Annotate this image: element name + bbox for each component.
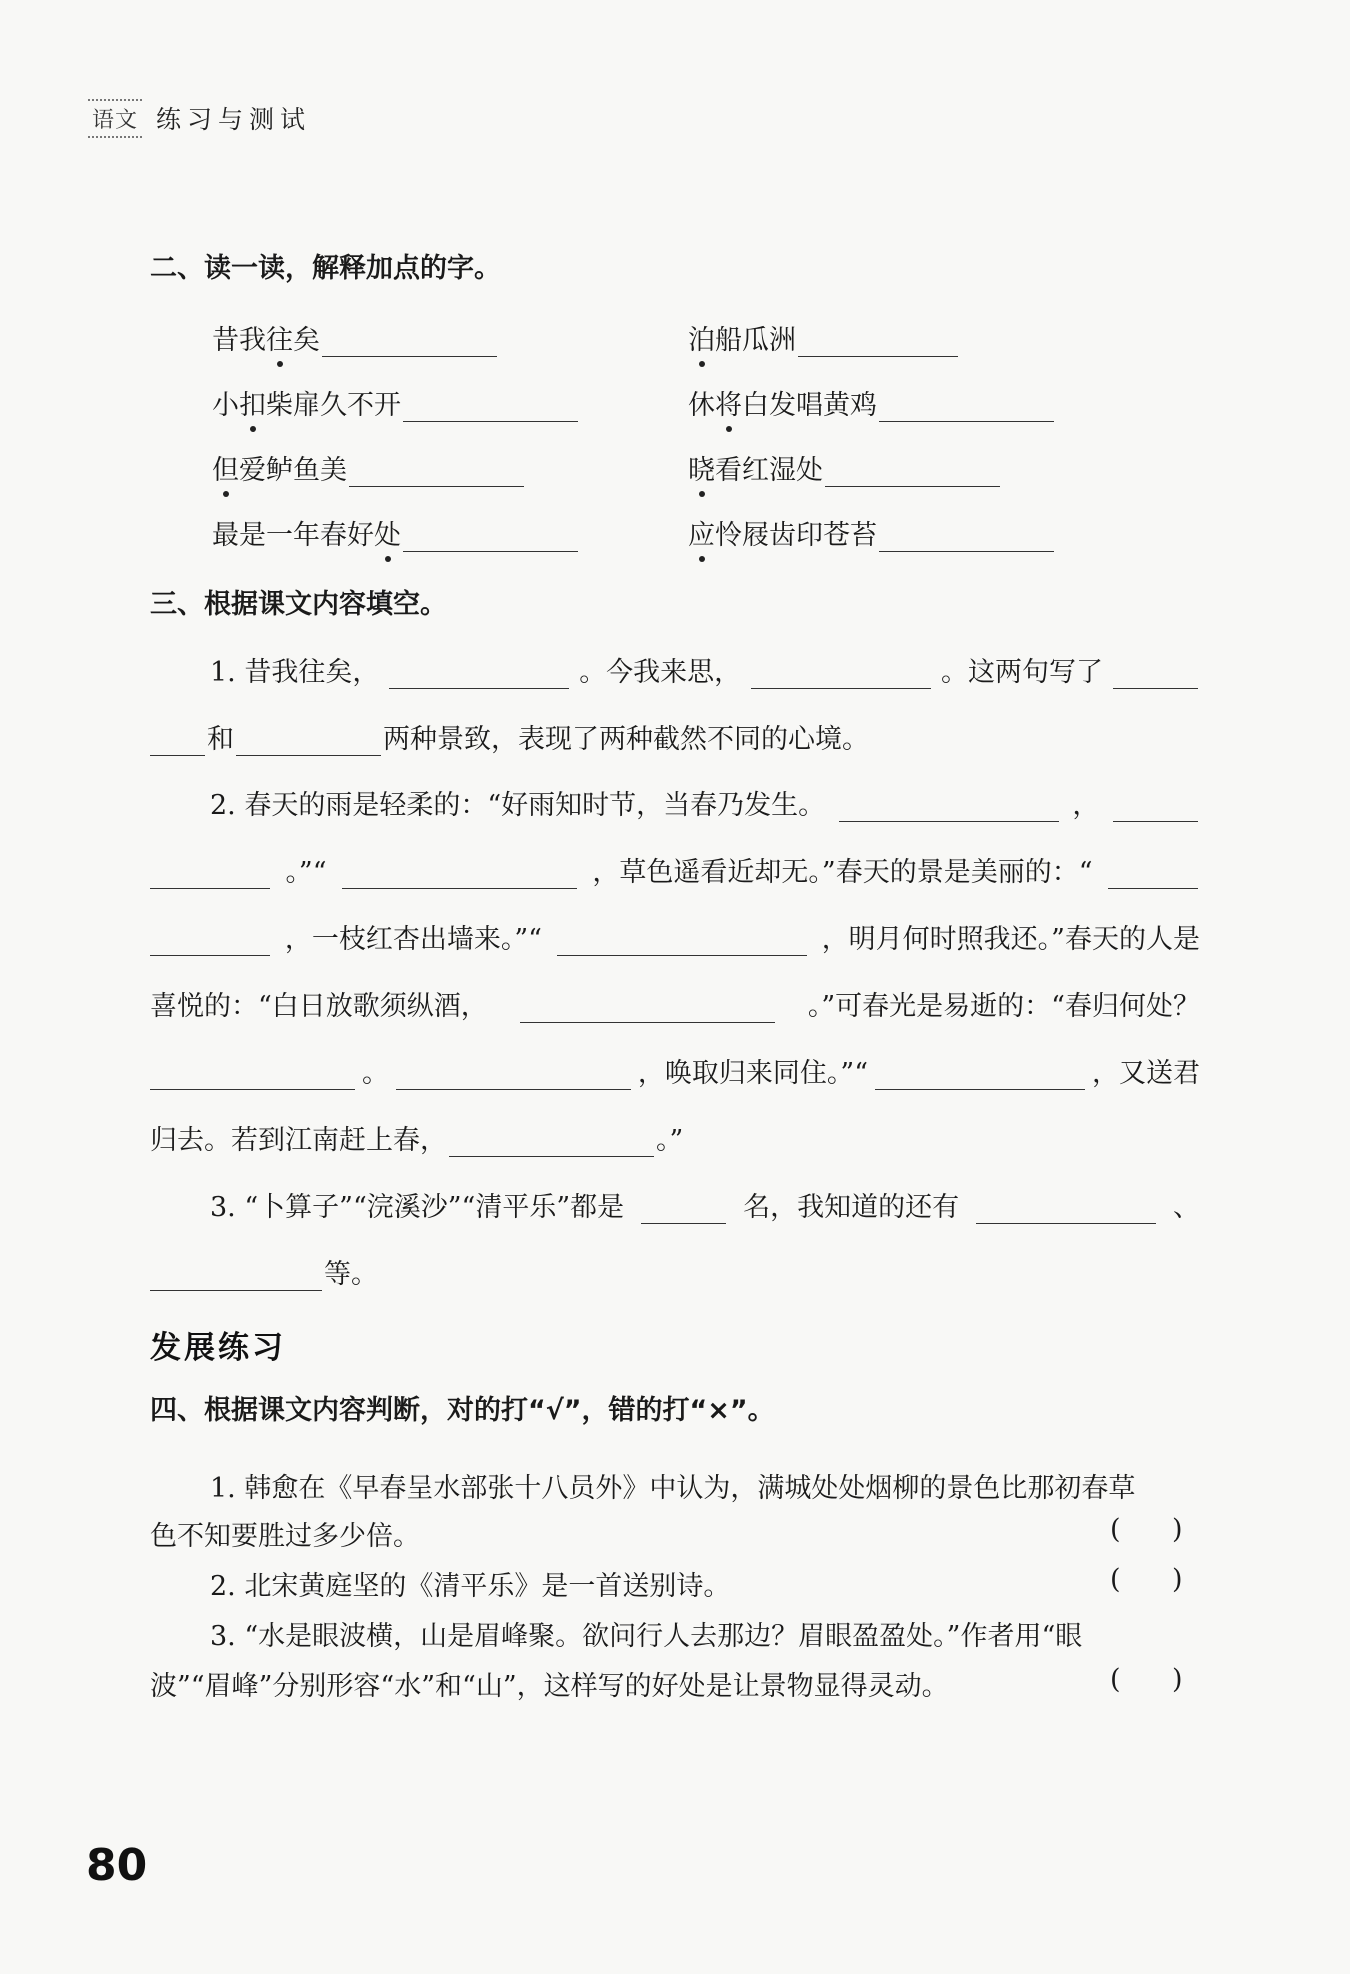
answer-blank[interactable] <box>150 1059 355 1090</box>
char: 是 <box>239 520 266 551</box>
development-section-title: 发展练习 <box>150 1330 286 1366</box>
char: 苍 <box>823 520 850 551</box>
section-2-title: 二、读一读，解释加点的字。 <box>150 253 501 284</box>
char: 矣 <box>293 325 320 356</box>
char: 瓜 <box>742 325 769 356</box>
q3-2-line-4: 喜悦的：“白日放歌须纵酒， 。”可春光是易逝的：“春归何处？ <box>150 991 1200 1022</box>
page-number: 80 <box>86 1840 148 1891</box>
answer-blank[interactable] <box>879 521 1054 552</box>
section-2-item <box>688 513 1054 552</box>
char: 春 <box>320 520 347 551</box>
answer-blank[interactable] <box>520 992 775 1023</box>
answer-blank[interactable] <box>403 391 578 422</box>
answer-blank[interactable] <box>236 725 381 756</box>
emphasized-char: 泊 <box>688 318 715 357</box>
section-2-item <box>212 513 578 552</box>
answer-blank[interactable] <box>322 326 497 357</box>
answer-blank[interactable] <box>751 658 931 689</box>
char: 鸡 <box>850 390 877 421</box>
char: 一 <box>266 520 293 551</box>
char: 我 <box>239 325 266 356</box>
answer-parentheses[interactable]: ( ) <box>1110 1514 1183 1545</box>
emphasized-char: 往 <box>266 318 293 357</box>
answer-blank[interactable] <box>396 1059 631 1090</box>
answer-blank[interactable] <box>342 858 577 889</box>
char: 洲 <box>769 325 796 356</box>
char: 最 <box>212 520 239 551</box>
q3-1-line-2: 和 两种景致，表现了两种截然不同的心境。 <box>150 717 1200 756</box>
q3-2-line-5: 。 ，唤取归来同住。”“ ，又送君 <box>150 1051 1200 1090</box>
char: 年 <box>293 520 320 551</box>
char: 红 <box>742 455 769 486</box>
char: 白 <box>742 390 769 421</box>
answer-blank[interactable] <box>403 521 578 552</box>
char: 处 <box>796 455 823 486</box>
answer-blank[interactable] <box>1113 658 1198 689</box>
char: 湿 <box>769 455 796 486</box>
item-text <box>212 318 320 357</box>
q4-1-line-1: 1. 韩愈在《早春呈水部张十八员外》中认为，满城处处烟柳的景色比那初春草 <box>210 1473 1136 1504</box>
char: 爱 <box>239 455 266 486</box>
answer-blank[interactable] <box>150 925 270 956</box>
char: 看 <box>715 455 742 486</box>
emphasized-char: 晓 <box>688 448 715 487</box>
char: 柴 <box>266 390 293 421</box>
q3-2-line-1: 2. 春天的雨是轻柔的：“好雨知时节，当春乃发生。 ， <box>210 783 1200 822</box>
char: 黄 <box>823 390 850 421</box>
char: 久 <box>320 390 347 421</box>
answer-blank[interactable] <box>839 791 1059 822</box>
answer-blank[interactable] <box>976 1193 1156 1224</box>
answer-parentheses[interactable]: ( ) <box>1110 1664 1183 1695</box>
answer-blank[interactable] <box>641 1193 726 1224</box>
answer-blank[interactable] <box>1113 791 1198 822</box>
q4-1-line-2: 色不知要胜过多少倍。 <box>150 1521 420 1552</box>
section-2-item <box>688 448 1000 487</box>
char: 鱼 <box>293 455 320 486</box>
answer-blank[interactable] <box>798 326 958 357</box>
answer-blank[interactable] <box>879 391 1054 422</box>
q3-1-line-1: 1. 昔我往矣， 。今我来思， 。这两句写了 <box>210 650 1200 689</box>
q3-3-line-1: 3. “卜算子”“浣溪沙”“清平乐”都是 名，我知道的还有 、 <box>210 1192 1200 1223</box>
q3-2-line-2: 。”“ ，草色遥看近却无。”春天的景是美丽的：“ <box>150 850 1200 889</box>
section-2-item <box>212 318 497 357</box>
item-text <box>688 513 877 552</box>
q3-3-line-2: 等。 <box>150 1252 1200 1291</box>
answer-blank[interactable] <box>349 456 524 487</box>
char: 扉 <box>293 390 320 421</box>
emphasized-char: 处 <box>374 513 401 552</box>
char: 齿 <box>769 520 796 551</box>
item-text <box>688 383 877 422</box>
item-text <box>688 318 796 357</box>
emphasized-char: 将 <box>715 383 742 422</box>
answer-blank[interactable] <box>150 1260 322 1291</box>
q4-2-line: 2. 北宋黄庭坚的《清平乐》是一首送别诗。 <box>210 1571 731 1602</box>
answer-blank[interactable] <box>557 925 807 956</box>
section-2-item <box>688 318 958 357</box>
answer-blank[interactable] <box>449 1126 654 1157</box>
char: 船 <box>715 325 742 356</box>
answer-blank[interactable] <box>150 725 205 756</box>
answer-blank[interactable] <box>150 858 270 889</box>
char: 发 <box>769 390 796 421</box>
emphasized-char: 但 <box>212 448 239 487</box>
item-text <box>212 383 401 422</box>
section-3-title: 三、根据课文内容填空。 <box>150 589 447 620</box>
item-text <box>212 448 347 487</box>
answer-blank[interactable] <box>825 456 1000 487</box>
char: 唱 <box>796 390 823 421</box>
section-4-title: 四、根据课文内容判断，对的打“√”，错的打“×”。 <box>150 1395 775 1426</box>
char: 怜 <box>715 520 742 551</box>
char: 苔 <box>850 520 877 551</box>
subject-label: 语文 <box>88 99 142 138</box>
q4-3-line-1: 3. “水是眼波横，山是眉峰聚。欲问行人去那边？眉眼盈盈处。”作者用“眼 <box>210 1621 1083 1652</box>
char: 不 <box>347 390 374 421</box>
emphasized-char: 应 <box>688 513 715 552</box>
char: 屐 <box>742 520 769 551</box>
q3-2-line-3: ，一枝红杏出墙来。”“ ，明月何时照我还。”春天的人是 <box>150 917 1200 956</box>
char: 好 <box>347 520 374 551</box>
section-2-item <box>688 383 1054 422</box>
char: 印 <box>796 520 823 551</box>
char: 美 <box>320 455 347 486</box>
char: 开 <box>374 390 401 421</box>
q4-3-line-2: 波”“眉峰”分别形容“水”和“山”，这样写的好处是让景物显得灵动。 <box>150 1671 949 1702</box>
section-2-item <box>212 383 578 422</box>
char: 鲈 <box>266 455 293 486</box>
answer-blank[interactable] <box>1108 858 1198 889</box>
book-title: 练习与测试 <box>156 105 312 134</box>
char: 小 <box>212 390 239 421</box>
char: 休 <box>688 390 715 421</box>
answer-blank[interactable] <box>389 658 569 689</box>
item-text <box>212 513 401 552</box>
answer-parentheses[interactable]: ( ) <box>1110 1564 1183 1595</box>
char: 昔 <box>212 325 239 356</box>
answer-blank[interactable] <box>875 1059 1085 1090</box>
q3-2-line-6: 归去。若到江南赶上春， 。” <box>150 1125 684 1156</box>
page-header <box>88 98 311 138</box>
item-text <box>688 448 823 487</box>
emphasized-char: 扣 <box>239 383 266 422</box>
section-2-item <box>212 448 524 487</box>
